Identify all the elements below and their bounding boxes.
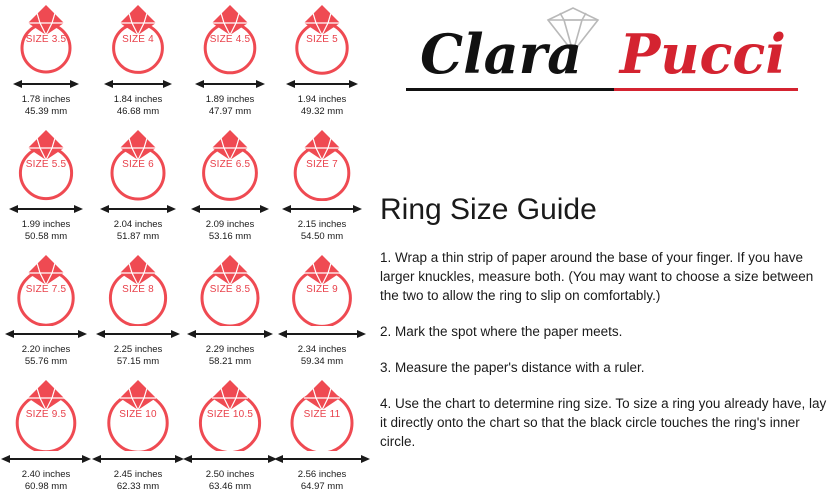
double-arrow-icon <box>187 328 273 340</box>
double-arrow-icon <box>92 453 184 465</box>
measurement-inches: 2.25 inches <box>113 344 163 355</box>
ring-illustration <box>184 125 276 203</box>
double-arrow-icon <box>9 203 83 215</box>
ring-size-label: SIZE 8 <box>122 284 154 295</box>
measurement-inches: 2.50 inches <box>205 469 255 480</box>
ring-measurement <box>0 344 92 368</box>
double-arrow-icon <box>1 453 91 465</box>
diameter-arrow <box>276 328 368 342</box>
double-arrow-icon <box>104 78 172 90</box>
double-arrow-icon <box>282 203 362 215</box>
page-title: Ring Size Guide <box>380 193 597 226</box>
ring-measurement <box>184 469 276 493</box>
ring-measurement <box>184 344 276 368</box>
double-arrow-icon <box>274 453 370 465</box>
ring-measurement <box>0 219 92 243</box>
brand-name-clara: Clara <box>420 22 583 86</box>
double-arrow-icon <box>191 203 269 215</box>
measurement-inches: 1.99 inches <box>21 219 71 230</box>
ring-measurement <box>0 94 92 118</box>
instruction-step: 2. Mark the spot where the paper meets. <box>380 324 623 339</box>
measurement-mm: 58.21 mm <box>208 356 252 367</box>
double-arrow-icon <box>195 78 265 90</box>
ring-size-label: SIZE 4.5 <box>209 34 251 45</box>
ring-illustration <box>92 125 184 203</box>
ring-size-cell <box>92 0 184 125</box>
ring-size-label: SIZE 7.5 <box>25 284 67 295</box>
instruction-step: 1. Wrap a thin strip of paper around the base of your finger. If you have larger knuckles, measure both. (You may want to choose a size between the two to allow the ring to slip on comfortably.) <box>380 250 814 303</box>
measurement-inches: 2.04 inches <box>113 219 163 230</box>
measurement-inches: 1.94 inches <box>297 94 347 105</box>
ring-size-cell <box>92 125 184 250</box>
ring-measurement <box>276 344 368 368</box>
measurement-mm: 53.16 mm <box>208 231 252 242</box>
ring-size-cell <box>0 0 92 125</box>
diameter-arrow <box>0 78 92 92</box>
diameter-arrow <box>92 453 184 467</box>
diameter-arrow <box>0 328 92 342</box>
measurement-mm: 47.97 mm <box>208 106 252 117</box>
double-arrow-icon <box>96 328 180 340</box>
ring-size-label: SIZE 7 <box>306 159 338 170</box>
ring-measurement <box>184 94 276 118</box>
measurement-mm: 59.34 mm <box>300 356 344 367</box>
ring-size-label: SIZE 9.5 <box>25 409 67 420</box>
ring-size-label: SIZE 4 <box>122 34 154 45</box>
double-arrow-icon <box>278 328 366 340</box>
ring-size-label: SIZE 11 <box>303 409 341 420</box>
ring-illustration <box>0 125 92 203</box>
ring-size-cell <box>0 250 92 375</box>
ring-size-cell <box>276 125 368 250</box>
ring-illustration <box>92 250 184 328</box>
ring-size-label: SIZE 6 <box>122 159 154 170</box>
diameter-arrow <box>184 328 276 342</box>
measurement-inches: 2.29 inches <box>205 344 255 355</box>
ring-measurement <box>92 94 184 118</box>
ring-measurement <box>276 469 368 493</box>
diameter-arrow <box>184 453 276 467</box>
ring-illustration <box>184 0 276 78</box>
instruction-step: 3. Measure the paper's distance with a ruler. <box>380 360 645 375</box>
chart-row <box>0 375 368 500</box>
instruction-step: 4. Use the chart to determine ring size. To size a ring you already have, lay it directly onto the chart so that the black circle touches the ring's inner circle. <box>380 396 827 449</box>
ring-illustration <box>0 375 92 453</box>
measurement-mm: 49.32 mm <box>300 106 344 117</box>
ring-size-label: SIZE 5.5 <box>25 159 67 170</box>
ring-size-cell <box>276 375 368 500</box>
measurement-mm: 62.33 mm <box>116 481 160 492</box>
measurement-mm: 45.39 mm <box>24 106 68 117</box>
chart-row <box>0 0 368 125</box>
logo-underline-red <box>614 88 798 91</box>
ring-size-cell <box>184 375 276 500</box>
diameter-arrow <box>0 203 92 217</box>
ring-illustration <box>276 125 368 203</box>
guide-panel <box>368 0 839 501</box>
ring-size-label: SIZE 5 <box>306 34 338 45</box>
ring-measurement <box>184 219 276 243</box>
chart-row <box>0 250 368 375</box>
double-arrow-icon <box>183 453 277 465</box>
diameter-arrow <box>92 78 184 92</box>
measurement-inches: 2.34 inches <box>297 344 347 355</box>
measurement-mm: 57.15 mm <box>116 356 160 367</box>
measurement-inches: 2.40 inches <box>21 469 71 480</box>
measurement-inches: 2.20 inches <box>21 344 71 355</box>
ring-size-label: SIZE 6.5 <box>209 159 251 170</box>
double-arrow-icon <box>286 78 358 90</box>
diameter-arrow <box>184 203 276 217</box>
ring-illustration <box>0 0 92 78</box>
brand-wordmark <box>378 22 828 86</box>
ring-measurement <box>0 469 92 493</box>
measurement-mm: 54.50 mm <box>300 231 344 242</box>
ring-size-cell <box>184 250 276 375</box>
ring-illustration <box>276 375 368 453</box>
ring-illustration <box>184 250 276 328</box>
ring-size-cell <box>184 125 276 250</box>
ring-size-cell <box>276 250 368 375</box>
brand-logo <box>378 4 828 114</box>
measurement-inches: 2.56 inches <box>297 469 347 480</box>
brand-name-pucci: Pucci <box>619 22 786 86</box>
ring-measurement <box>92 219 184 243</box>
ring-size-chart <box>0 0 368 501</box>
measurement-inches: 1.89 inches <box>205 94 255 105</box>
ring-measurement <box>276 94 368 118</box>
diameter-arrow <box>92 328 184 342</box>
measurement-inches: 2.45 inches <box>113 469 163 480</box>
diameter-arrow <box>0 453 92 467</box>
diameter-arrow <box>184 78 276 92</box>
measurement-mm: 64.97 mm <box>300 481 344 492</box>
measurement-inches: 2.09 inches <box>205 219 255 230</box>
ring-size-cell <box>184 0 276 125</box>
measurement-mm: 51.87 mm <box>116 231 160 242</box>
diameter-arrow <box>92 203 184 217</box>
ring-illustration <box>276 0 368 78</box>
ring-illustration <box>92 0 184 78</box>
ring-size-cell <box>92 250 184 375</box>
measurement-mm: 63.46 mm <box>208 481 252 492</box>
ring-size-label: SIZE 3.5 <box>25 34 67 45</box>
double-arrow-icon <box>100 203 176 215</box>
ring-illustration <box>0 250 92 328</box>
ring-measurement <box>92 469 184 493</box>
ring-size-label: SIZE 10.5 <box>206 409 254 420</box>
ring-illustration <box>184 375 276 453</box>
diameter-arrow <box>276 453 368 467</box>
ring-size-label: SIZE 10 <box>119 409 157 420</box>
measurement-inches: 1.78 inches <box>21 94 71 105</box>
measurement-mm: 55.76 mm <box>24 356 68 367</box>
double-arrow-icon <box>13 78 79 90</box>
ring-illustration <box>276 250 368 328</box>
measurement-mm: 50.58 mm <box>24 231 68 242</box>
ring-size-label: SIZE 8.5 <box>209 284 251 295</box>
ring-measurement <box>276 219 368 243</box>
ring-measurement <box>92 344 184 368</box>
ring-size-cell <box>276 0 368 125</box>
diameter-arrow <box>276 78 368 92</box>
ring-size-label: SIZE 9 <box>306 284 338 295</box>
ring-size-cell <box>92 375 184 500</box>
diameter-arrow <box>276 203 368 217</box>
measurement-mm: 46.68 mm <box>116 106 160 117</box>
ring-size-cell <box>0 375 92 500</box>
chart-row <box>0 125 368 250</box>
ring-illustration <box>92 375 184 453</box>
ring-size-cell <box>0 125 92 250</box>
measurement-mm: 60.98 mm <box>24 481 68 492</box>
measurement-inches: 2.15 inches <box>297 219 347 230</box>
double-arrow-icon <box>5 328 87 340</box>
measurement-inches: 1.84 inches <box>113 94 163 105</box>
instruction-list <box>380 248 832 468</box>
